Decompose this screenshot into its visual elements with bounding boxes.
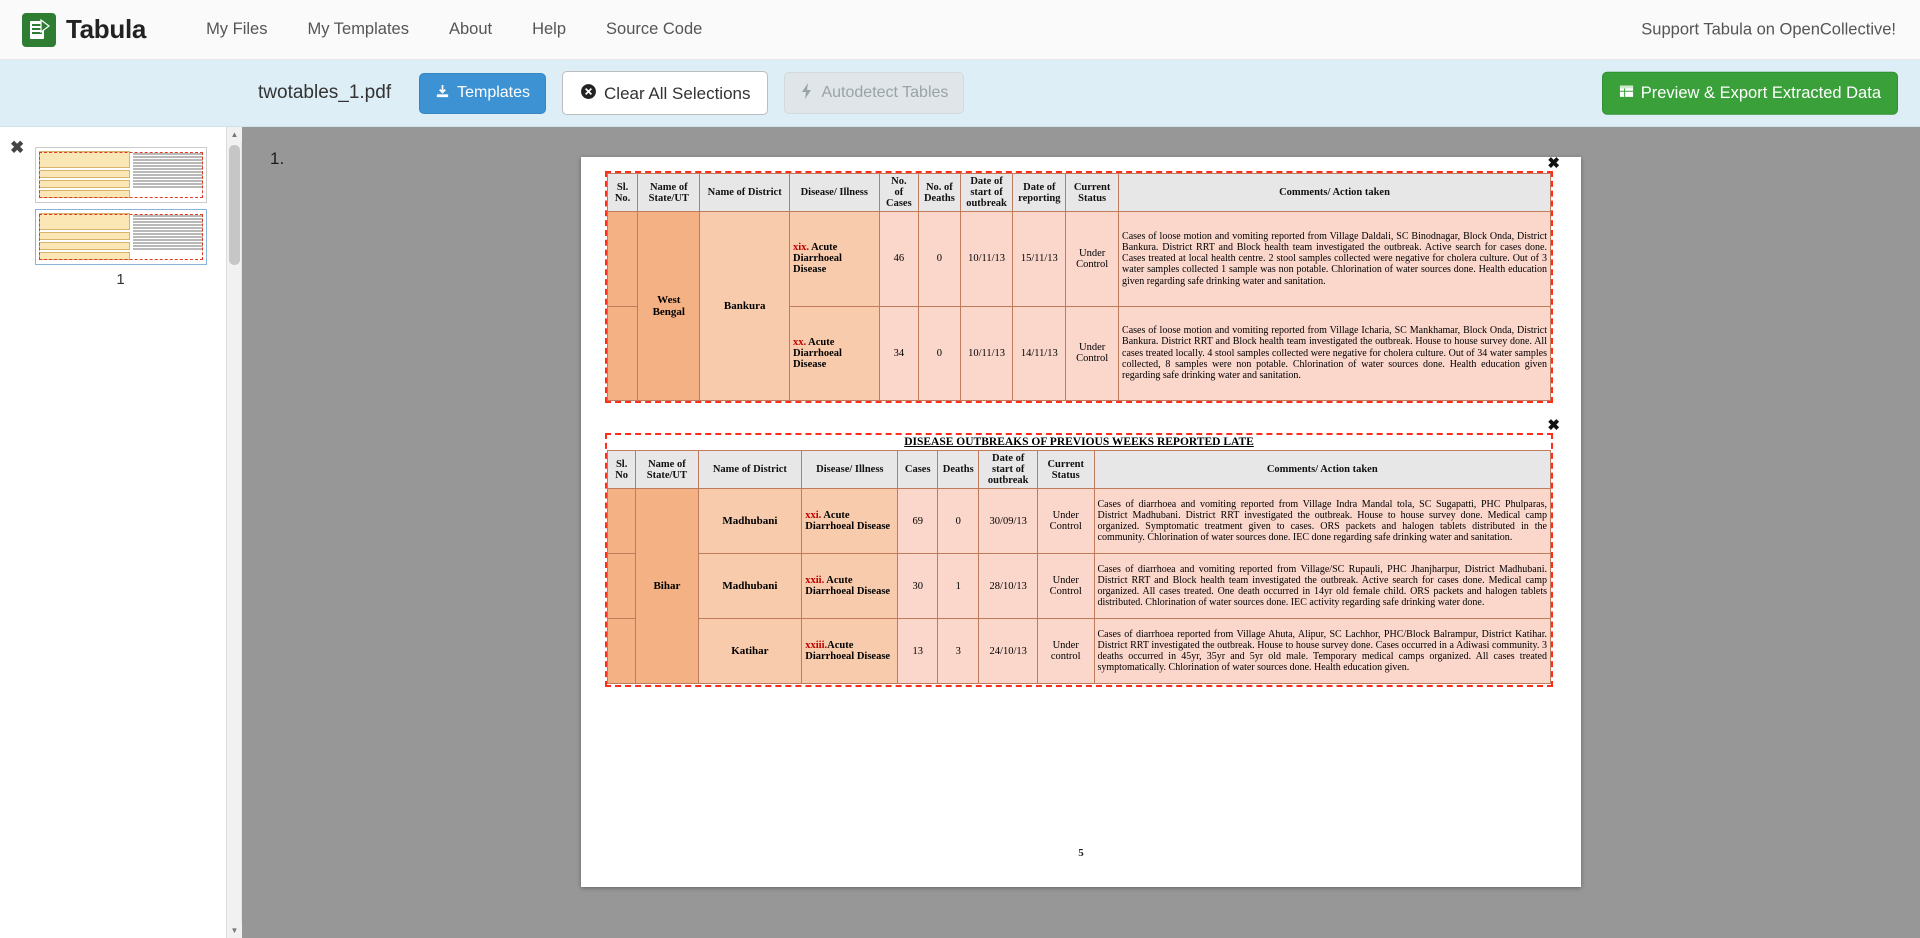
cell-sl-no bbox=[608, 306, 638, 401]
col-status: Current Status bbox=[1066, 174, 1119, 212]
toolbar bbox=[0, 60, 1920, 127]
cell-disease: xxiii.Acute Diarrhoeal Disease bbox=[802, 619, 898, 684]
table-export-icon bbox=[1619, 84, 1634, 103]
cell-deaths: 0 bbox=[938, 489, 979, 554]
cell-state: West Bengal bbox=[638, 212, 700, 401]
col-cases: Cases bbox=[898, 451, 938, 489]
nav-link-help[interactable]: Help bbox=[532, 20, 567, 38]
clear-all-selections-button[interactable] bbox=[562, 71, 768, 115]
pdf-page[interactable] bbox=[581, 157, 1581, 887]
cell-sl-no bbox=[608, 619, 636, 684]
nav-link-my-templates[interactable]: My Templates bbox=[307, 20, 409, 38]
cell-start-date: 10/11/13 bbox=[960, 212, 1013, 307]
download-template-icon bbox=[435, 84, 450, 103]
nav-link-about[interactable]: About bbox=[448, 20, 493, 38]
chevron-down-icon[interactable]: ▼ bbox=[227, 923, 242, 938]
templates-label: Templates bbox=[457, 84, 531, 101]
cell-cases: 30 bbox=[898, 554, 938, 619]
cell-start-date: 24/10/13 bbox=[979, 619, 1037, 684]
cell-cases: 69 bbox=[898, 489, 938, 554]
cell-deaths: 1 bbox=[938, 554, 979, 619]
extracted-table-1 bbox=[607, 173, 1551, 401]
cell-sl-no bbox=[608, 212, 638, 307]
cell-deaths: 0 bbox=[919, 212, 960, 307]
tabula-logo-icon bbox=[22, 13, 56, 47]
cell-start-date: 28/10/13 bbox=[979, 554, 1037, 619]
col-deaths: No. of Deaths bbox=[919, 174, 960, 212]
cell-status: Under control bbox=[1037, 619, 1094, 684]
col-district: Name of District bbox=[700, 174, 790, 212]
cell-status: Under Control bbox=[1066, 212, 1119, 307]
col-comments: Comments/ Action taken bbox=[1119, 174, 1551, 212]
cell-status: Under Control bbox=[1037, 554, 1094, 619]
cell-comments: Cases of diarrhoea reported from Village Ahuta, Alipur, SC Lachhor, PHC/Block Balrampur, District Katihar. District RRT investigated the outbreak. House to house survey done. Cases occurred in a Adiwasi community. 3 deaths occurred in 45yr, 35yr and 5yr old male. Temporary medical camps organized. All cases treated symptomatically. Chlorination of water sources done. Health education given. bbox=[1094, 619, 1550, 684]
cell-state: Bihar bbox=[636, 489, 698, 684]
cell-disease: xxii. Acute Diarrhoeal Disease bbox=[802, 554, 898, 619]
extracted-table-2 bbox=[607, 450, 1551, 684]
sidebar-scroll-thumb[interactable] bbox=[229, 145, 240, 265]
table-row bbox=[608, 619, 1551, 684]
nav-link-my-files[interactable]: My Files bbox=[206, 20, 268, 38]
page-thumbnail-1[interactable] bbox=[35, 147, 207, 203]
cell-district: Madhubani bbox=[698, 489, 802, 554]
selection-number-label: 1. bbox=[270, 149, 285, 168]
clear-all-selections-label: Clear All Selections bbox=[604, 83, 751, 103]
table-header-row bbox=[608, 451, 1551, 489]
cell-cases: 13 bbox=[898, 619, 938, 684]
table-selection-1[interactable] bbox=[605, 155, 1560, 403]
top-navbar bbox=[0, 0, 1920, 60]
col-disease: Disease/ Illness bbox=[789, 174, 879, 212]
cell-start-date: 10/11/13 bbox=[960, 306, 1013, 401]
page-footer-number: 5 bbox=[1078, 847, 1084, 859]
col-sl-no: Sl. No. bbox=[608, 174, 638, 212]
cell-cases: 46 bbox=[879, 212, 919, 307]
cell-disease: xx. Acute Diarrhoeal Disease bbox=[789, 306, 879, 401]
col-start-date: Date of start of outbreak bbox=[979, 451, 1037, 489]
col-district: Name of District bbox=[698, 451, 802, 489]
table-header-row bbox=[608, 174, 1551, 212]
cell-district: Bankura bbox=[700, 212, 790, 401]
col-state: Name of State/UT bbox=[638, 174, 700, 212]
col-comments: Comments/ Action taken bbox=[1094, 451, 1550, 489]
lightning-bolt-icon bbox=[800, 83, 814, 103]
col-deaths: Deaths bbox=[938, 451, 979, 489]
current-filename: twotables_1.pdf bbox=[258, 82, 392, 103]
cell-start-date: 30/09/13 bbox=[979, 489, 1037, 554]
close-icon[interactable]: ✖ bbox=[1547, 417, 1560, 434]
cell-deaths: 3 bbox=[938, 619, 979, 684]
cell-district: Katihar bbox=[698, 619, 802, 684]
table-row bbox=[608, 212, 1551, 307]
cell-deaths: 0 bbox=[919, 306, 960, 401]
col-status: Current Status bbox=[1037, 451, 1094, 489]
cell-comments: Cases of loose motion and vomiting reported from Village Icharia, SC Mankhamar, Block Onda, District Bankura. District RRT and Block health team investigated the outbreak. House to house survey done. All cases treated locally. 4 stool samples collected were negative for cholera culture. Out of 34 water samples collected, 8 samples were non potable. Chlorination of water sources done. Health education given regarding safe drinking water and sanitation. bbox=[1119, 306, 1551, 401]
thumbnail-page-label: 1 bbox=[116, 271, 125, 288]
close-icon[interactable]: ✖ bbox=[1547, 155, 1560, 172]
col-state: Name of State/UT bbox=[636, 451, 698, 489]
col-sl-no: Sl. No bbox=[608, 451, 636, 489]
table-row bbox=[608, 489, 1551, 554]
nav-link-source-code[interactable]: Source Code bbox=[606, 20, 703, 38]
support-link[interactable]: Support Tabula on OpenCollective! bbox=[1641, 20, 1896, 38]
cell-comments: Cases of diarrhoea and vomiting reported from Village/SC Rupauli, PHC Jhanjharpur, District Madhubani. District RRT and Block health team investigated the outbreak. Active search for cases done. Medical camp organized. All cases treated. One death occurred in 14yr old female child. ORS packets and halogen tablets distributed. Chlorination of water sources done. IEC activity regarding safe drinking water done. bbox=[1094, 554, 1550, 619]
preview-export-button[interactable] bbox=[1602, 72, 1898, 115]
main-body bbox=[0, 127, 1920, 938]
page-thumbnail-sidebar bbox=[0, 127, 242, 938]
close-icon[interactable]: ✖ bbox=[10, 138, 25, 157]
cell-sl-no bbox=[608, 554, 636, 619]
col-cases: No. of Cases bbox=[879, 174, 919, 212]
autodetect-tables-button[interactable] bbox=[784, 72, 964, 114]
nav-links bbox=[186, 10, 722, 49]
cell-sl-no bbox=[608, 489, 636, 554]
autodetect-tables-label: Autodetect Tables bbox=[821, 84, 949, 101]
templates-button[interactable] bbox=[419, 73, 546, 114]
table-2-title: DISEASE OUTBREAKS OF PREVIOUS WEEKS REPORTED LATE bbox=[607, 435, 1551, 450]
cell-comments: Cases of loose motion and vomiting reported from Village Daldali, SC Binodnagar, Block Onda, District Bankura. District RRT and Block health team investigated the outbreak. Active search for cases done. Cases treated at local health centre. 2 stool samples collected were negative for cholera culture. Out of 3 water samples collected 1 sample was non potable. Chlorination of water sources done. Health education given regarding safe drinking water and sanitation. bbox=[1119, 212, 1551, 307]
cell-report-date: 14/11/13 bbox=[1013, 306, 1066, 401]
circle-x-icon bbox=[580, 83, 597, 103]
cell-disease: xxi. Acute Diarrhoeal Disease bbox=[802, 489, 898, 554]
chevron-up-icon[interactable]: ▲ bbox=[227, 127, 242, 142]
cell-cases: 34 bbox=[879, 306, 919, 401]
preview-export-label: Preview & Export Extracted Data bbox=[1640, 83, 1881, 102]
table-row bbox=[608, 554, 1551, 619]
cell-disease: xix. Acute Diarrhoeal Disease bbox=[789, 212, 879, 307]
thumbnail-list bbox=[35, 147, 207, 288]
pdf-viewer bbox=[242, 127, 1920, 938]
brand-name: Tabula bbox=[66, 14, 147, 44]
cell-report-date: 15/11/13 bbox=[1013, 212, 1066, 307]
sidebar-scrollbar[interactable] bbox=[226, 127, 241, 938]
brand[interactable] bbox=[22, 13, 146, 47]
col-disease: Disease/ Illness bbox=[802, 451, 898, 489]
col-start-date: Date of start of outbreak bbox=[960, 174, 1013, 212]
col-report-date: Date of reporting bbox=[1013, 174, 1066, 212]
cell-comments: Cases of diarrhoea and vomiting reported from Village Indra Mandal tola, SC Sugapatti, PHC Phulparas, District Madhubani. District RRT investigated the outbreak. House to house survey done. Medical camp organized. Symptomatic treatment given to cases. ORS packets and halogen tablets distributed in the community. Chlorination of water sources done. IEC done regarding safe drinking water and sanitation. bbox=[1094, 489, 1550, 554]
cell-status: Under Control bbox=[1066, 306, 1119, 401]
table-selection-2[interactable] bbox=[605, 417, 1560, 687]
page-thumbnail-2[interactable] bbox=[35, 209, 207, 265]
cell-status: Under Control bbox=[1037, 489, 1094, 554]
cell-district: Madhubani bbox=[698, 554, 802, 619]
